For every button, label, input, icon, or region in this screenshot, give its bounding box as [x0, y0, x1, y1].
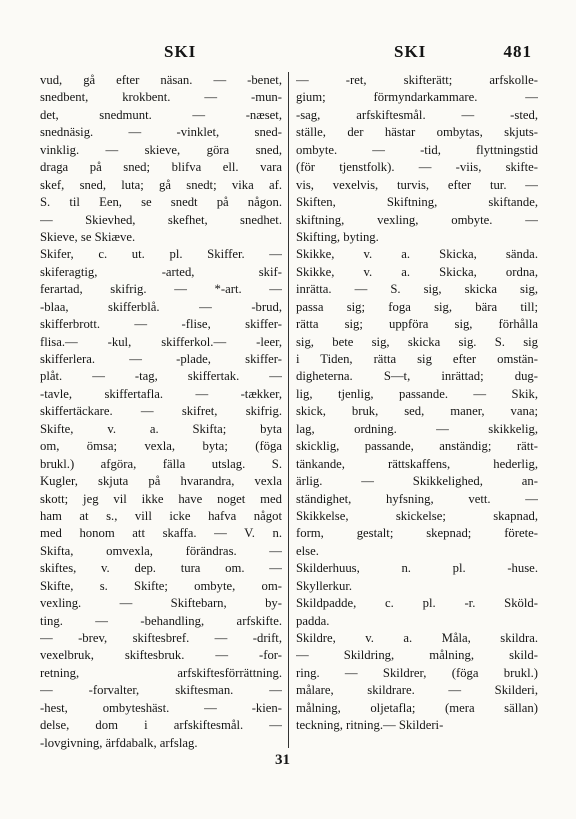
text-line: ring. — Skildrer, (föga brukl.): [296, 665, 538, 680]
text-line: i Tiden, rätta sig efter omstän-: [296, 352, 538, 366]
text-line: Skifta, omvexla, förändras. —: [40, 543, 282, 558]
text-line: Skikkelse, skickelse; skapnad,: [296, 508, 538, 523]
page-number: 481: [503, 42, 532, 61]
text-line: Skifte, s. Skifte; ombyte, om-: [40, 578, 282, 593]
text-line: Skifer, c. ut. pl. Skiffer. —: [40, 247, 282, 262]
text-line: ställe, der hästar ombytas, skjuts-: [296, 125, 538, 140]
text-line: målare, skildrare. — Skilderi,: [296, 683, 538, 698]
text-line: inrätta. — S. sig, skicka sig,: [296, 282, 538, 297]
text-line: ferartad, skifrig. — *-art. —: [40, 282, 282, 297]
text-line: skott; jeg vil ikke have noget med: [40, 491, 282, 506]
text-line: -blaa, skifferblå. — -brud,: [40, 299, 282, 314]
text-line: Kugler, skjuta på hvarandra, vexla: [40, 474, 282, 489]
text-line: — -forvalter, skiftesman. —: [40, 683, 282, 698]
text-line: — Skievhed, skefhet, snedhet.: [40, 212, 282, 227]
text-line: målning, oljetafla; (mera sällan): [296, 700, 538, 715]
text-line: tänkande, rättskaffens, hederlig,: [296, 456, 538, 471]
text-line: lig, tjenlig, passande. — Skik,: [296, 386, 538, 401]
text-line: skiftning, vexling, ombyte. —: [296, 212, 538, 227]
text-line: vinklig. — skieve, göra sned,: [40, 142, 282, 157]
text-line: skicklig, passande, anständig; rätt-: [296, 439, 538, 454]
text-line: — -ret, skifterätt; arfskolle-: [296, 73, 538, 87]
running-header: [44, 42, 532, 64]
text-line: vexelbruk, skiftesbruk. — -for-: [40, 648, 282, 663]
text-line: lag, ordning. — skikkelig,: [296, 421, 538, 436]
text-line: S. til Een, se snedt på någon.: [40, 195, 282, 210]
text-line: skifferlera. — -plade, skiffer-: [40, 352, 282, 366]
text-line: ting. — -behandling, arfskifte.: [40, 613, 282, 628]
text-line: digheterna. S—t, inrättad; dug-: [296, 369, 538, 384]
text-line: passa sig; foga sig, bära till;: [296, 299, 538, 314]
text-line: padda.: [296, 613, 330, 628]
text-line: vud, gå efter näsan. — -benet,: [40, 73, 282, 87]
text-line: draga på sned; blifva ell. vara: [40, 160, 282, 175]
text-line: Skildre, v. a. Måla, skildra.: [296, 631, 538, 645]
text-line: snednäsig. — -vinklet, sned-: [40, 125, 282, 140]
text-line: om, ömsa; vexla, byta; (föga: [40, 439, 282, 454]
text-line: skef, sned, luta; gå snedt; vika af.: [40, 177, 282, 192]
text-line: Skiften, Skiftning, skiftande,: [296, 195, 538, 210]
text-line: skick, bruk, sed, maner, vana;: [296, 404, 538, 419]
text-line: ham at s., vill icke hafva något: [40, 508, 282, 523]
text-line: Skilderhuus, n. pl. -huse.: [296, 561, 538, 576]
text-line: snedbent, krokbent. — -mun-: [40, 90, 282, 105]
text-line: skiftes, v. dep. tura om. —: [40, 561, 282, 576]
text-line: — Skildring, målning, skild-: [296, 648, 538, 663]
text-line: plåt. — -tag, skiffertak. —: [40, 369, 282, 384]
text-line: ärlig. — Skikkelighed, an-: [296, 474, 538, 489]
text-line: else.: [296, 543, 319, 558]
text-line: teckning, ritning.— Skilderi-: [296, 718, 444, 733]
text-line: flisa.— -kul, skifferkol.— -leer,: [40, 334, 282, 349]
text-line: Skifte, v. a. Skifta; byta: [40, 421, 282, 436]
text-line: Skifting, byting.: [296, 229, 379, 244]
text-line: — -brev, skiftesbref. — -drift,: [40, 631, 282, 645]
signature-mark: 31: [275, 752, 290, 768]
text-line: rätta sig; uppföra sig, förhålla: [296, 317, 538, 332]
text-line: -sag, arfskiftesmål. — -sted,: [296, 107, 538, 122]
text-line: -hest, ombyteshäst. — -kien-: [40, 700, 282, 715]
text-line: retning, arfskiftesförrättning.: [40, 665, 282, 680]
text-line: ombyte. — -tid, flyttningstid: [296, 142, 538, 157]
header-left-guideword: SKI: [164, 42, 197, 61]
text-line: Skikke, v. a. Skicka, ordna,: [296, 264, 538, 279]
text-line: -tavle, skiffertafla. — -tækker,: [40, 386, 282, 401]
text-line: Skikke, v. a. Skicka, sända.: [296, 247, 538, 262]
text-line: brukl.) afgöra, fälla utslag. S.: [40, 456, 282, 471]
text-line: ständighet, hyfsning, vett. —: [296, 491, 538, 506]
left-column: [40, 72, 282, 752]
text-line: Skieve, se Skiæve.: [40, 229, 136, 244]
column-divider: [288, 72, 289, 748]
text-line: (för tjenstfolk). — -viis, skifte-: [296, 160, 538, 175]
text-line: vexling. — Skiftebarn, by-: [40, 596, 282, 611]
text-line: Skildpadde, c. pl. -r. Sköld-: [296, 596, 538, 611]
text-line: med honom att skaffa. — V. n.: [40, 526, 282, 541]
text-line: det, snedmunt. — -næset,: [40, 107, 282, 122]
text-line: form, gestalt; skepnad; förete-: [296, 526, 538, 541]
text-line: sig, bete sig, skicka sig. S. sig: [296, 334, 538, 349]
text-line: skiffertäckare. — skifret, skifrig.: [40, 404, 282, 419]
text-line: vis, vexelvis, turvis, efter tur. —: [296, 177, 538, 192]
right-column: [296, 72, 538, 735]
header-right-guideword: SKI: [394, 42, 427, 61]
text-line: gium; förmyndarkammare. —: [296, 90, 538, 105]
text-line: delse, dom i arfskiftesmål. —: [40, 718, 282, 733]
text-line: Skyllerkur.: [296, 578, 353, 593]
text-line: skifferbrott. — -flise, skiffer-: [40, 317, 282, 332]
text-line: -lovgivning, ärfdabalk, arfslag.: [40, 735, 198, 750]
text-line: skiferagtig, -arted, skif-: [40, 264, 282, 279]
